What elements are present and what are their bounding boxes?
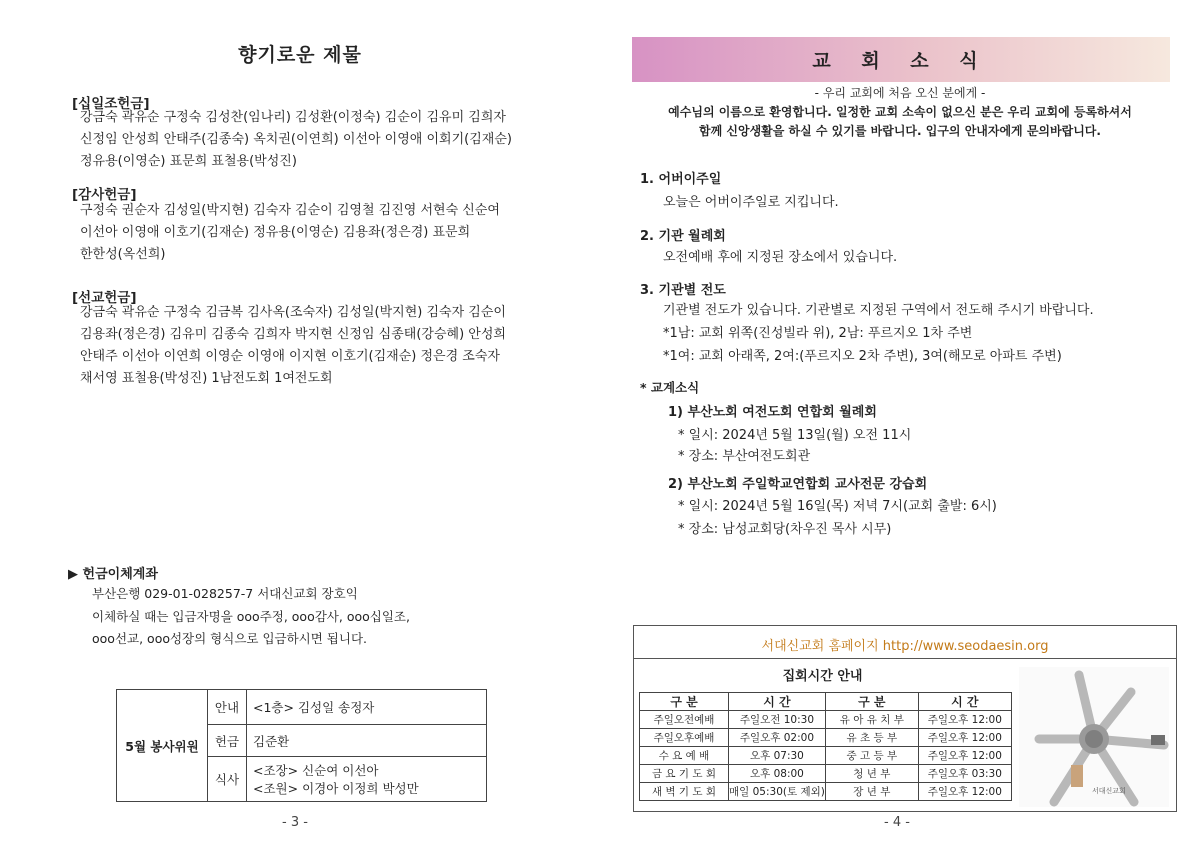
news-item-text: 오늘은 어버이주일로 지킵니다. [663,195,839,210]
location-map [1019,667,1169,807]
table-row [640,729,1012,747]
news-item-text: 기관별 전도가 있습니다. 기관별로 지정된 구역에서 전도해 주시기 바랍니다. [663,303,1094,318]
thanks-donors [80,200,550,266]
donor-line: 강금숙 곽유순 구정숙 김성찬(임나리) 김성환(이정숙) 김순이 김유미 김희자 [80,110,506,125]
column-header: 시 간 [918,693,1011,711]
table-cell: 주일오전 10:30 [729,711,826,729]
table-cell: 매일 05:30(토 제외) [729,783,826,801]
donor-line: 정유용(이영순) 표문희 표철용(박성진) [80,154,297,169]
table-cell: 주일오후예배 [640,729,729,747]
volunteer-label: 5월 봉사위원 [117,690,208,802]
account-heading: ▶ 헌금이체계좌 [68,567,158,582]
event-title: 1) 부산노회 여전도회 연합회 월례회 [668,405,877,420]
table-cell: 주일오후 02:00 [729,729,826,747]
thanks-heading: [감사헌금] [72,187,137,203]
table-row [640,765,1012,783]
account-line: 이체하실 때는 입금자명을 ooo주정, ooo감사, ooo십일조, [92,608,410,624]
table-row [640,783,1012,801]
welcome-line: 예수님의 이름으로 환영합니다. 일정한 교회 소속이 없으신 분은 우리 교회에 등록하셔서 [668,105,1132,119]
volunteer-table [116,689,487,802]
names-cell [247,757,487,802]
donor-line: 강금숙 곽유순 구정숙 김금복 김사옥(조숙자) 김성일(박지현) 김숙자 김순이 [80,305,506,320]
mission-heading: [선교헌금] [72,290,137,306]
table-cell: 장 년 부 [825,783,918,801]
role-cell: 안내 [208,690,247,725]
names-cell: <1층> 김성일 송정자 [247,690,487,725]
table-cell: 금 요 기 도 회 [640,765,729,783]
table-header-row [640,693,1012,711]
external-news-heading: * 교계소식 [640,380,700,395]
account-line: 부산은행 029-01-028257-7 서대신교회 장호익 [92,586,358,601]
event-detail: * 장소: 남성교회당(차우진 목사 시무) [678,522,892,537]
column-header: 시 간 [729,693,826,711]
donor-line: 한한성(옥선희) [80,247,166,262]
table-row [640,747,1012,765]
tithe-heading: [십일조헌금] [72,96,150,112]
names-cell: 김준환 [247,725,487,757]
table-cell: 오후 08:00 [729,765,826,783]
schedule-title: 집회시간 안내 [782,669,863,684]
event-detail: * 일시: 2024년 5월 13일(월) 오전 11시 [678,428,912,443]
news-item-text: 오전예배 후에 지정된 장소에서 있습니다. [663,250,898,265]
names-line: <조원> 이경아 이정희 박성만 [253,781,419,796]
news-item-text: *1남: 교회 위쪽(진성빌라 위), 2남: 푸르지오 1차 주변 [663,326,973,341]
table-cell: 새 벽 기 도 회 [640,783,729,801]
donor-line: 채서영 표철용(박성진) 1남전도회 1여전도회 [80,371,333,386]
page-title: 향기로운 제물 [238,44,362,66]
news-item-heading: 2. 기관 월례회 [640,229,726,244]
table-cell: 주일오후 12:00 [918,711,1011,729]
table-row [640,711,1012,729]
donor-line: 구정숙 권순자 김성일(박지현) 김숙자 김순이 김영철 김진영 서현숙 신순여 [80,203,500,218]
table-cell: 주일오후 12:00 [918,747,1011,765]
welcome-line: 함께 신앙생활을 하실 수 있기를 바랍니다. 입구의 안내자에게 문의바랍니다. [699,124,1101,138]
news-item-text: *1여: 교회 아래쪽, 2여:(푸르지오 2차 주변), 3여(해모로 아파트 주변) [663,349,1062,364]
table-cell: 주일오전예배 [640,711,729,729]
role-cell: 식사 [208,757,247,802]
table-cell: 주일오후 12:00 [918,783,1011,801]
news-item-heading: 3. 기관별 전도 [640,283,726,298]
donor-line: 신정임 안성희 안태주(김종숙) 옥치권(이연희) 이선아 이영애 이회기(김재순) [80,132,512,147]
role-cell: 헌금 [208,725,247,757]
table-cell: 청 년 부 [825,765,918,783]
tithe-donors [80,107,550,173]
names-line: <조장> 신순여 이선아 [253,763,379,778]
page-number: - 4 - [884,815,910,830]
table-cell: 중 고 등 부 [825,747,918,765]
map-label: 서대신교회 [1092,787,1126,795]
news-item-heading: 1. 어버이주일 [640,172,722,187]
page-number: - 3 - [282,815,308,830]
homepage-box [633,625,1177,812]
mission-donors [80,302,550,390]
divider [634,658,1176,659]
donor-line: 안태주 이선아 이연희 이영순 이영애 이지현 이호기(김재순) 정은경 조숙자 [80,349,500,364]
news-banner [632,37,1170,82]
table-cell: 수 요 예 배 [640,747,729,765]
table-cell: 유 아 유 치 부 [825,711,918,729]
welcome-heading: - 우리 교회에 처음 오신 분에게 - [814,86,986,100]
homepage-link[interactable]: 서대신교회 홈페이지 http://www.seodaesin.org [761,639,1049,654]
column-header: 구 분 [640,693,729,711]
donor-line: 김용좌(정은경) 김유미 김종숙 김희자 박지현 신정임 심종태(강승혜) 안성희 [80,327,506,342]
right-page [600,0,1200,848]
table-cell: 오후 07:30 [729,747,826,765]
event-title: 2) 부산노회 주일학교연합회 교사전문 강습회 [668,477,928,492]
event-detail: * 장소: 부산여전도회관 [678,449,811,464]
event-detail: * 일시: 2024년 5월 16일(목) 저녁 7시(교회 출발: 6시) [678,499,997,514]
column-header: 구 분 [825,693,918,711]
schedule-table [639,692,1012,801]
donor-line: 이선아 이영애 이호기(김재순) 정유용(이영순) 김용좌(정은경) 표문희 [80,225,471,240]
account-info [92,583,410,651]
table-cell: 주일오후 12:00 [918,729,1011,747]
table-cell: 유 초 등 부 [825,729,918,747]
table-cell: 주일오후 03:30 [918,765,1011,783]
account-line: ooo선교, ooo성장의 형식으로 입금하시면 됩니다. [92,631,368,646]
banner-title: 교 회 소 식 [812,50,990,72]
